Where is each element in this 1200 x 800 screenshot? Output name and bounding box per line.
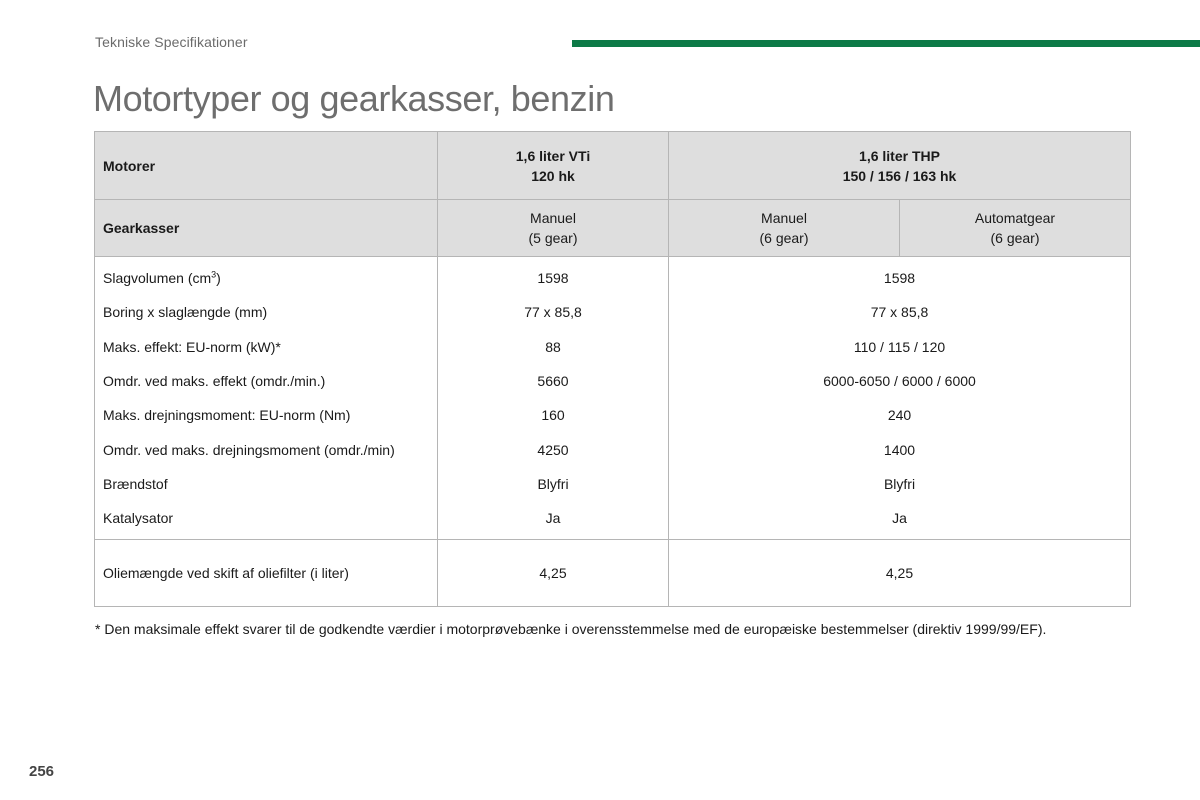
gearbox-manual6-type: Manuel <box>761 210 807 226</box>
row-label: Boring x slaglængde (mm) <box>95 295 438 329</box>
oil-capacity-label: Oliemængde ved skift af oliefilter (i liter) <box>95 540 438 607</box>
gearbox-auto6-gears: (6 gear) <box>990 230 1040 246</box>
row-label: Maks. effekt: EU-norm (kW)* <box>95 330 438 364</box>
engine-spec-table <box>94 131 1131 607</box>
section-accent-bar <box>572 40 1200 47</box>
row-value-vti: 1598 <box>438 257 669 296</box>
page-title: Motortyper og gearkasser, benzin <box>93 78 615 119</box>
row-value-vti: 88 <box>438 330 669 364</box>
row-value-thp: 1400 <box>669 432 1131 466</box>
row-label: Omdr. ved maks. drejningsmoment (omdr./min) <box>95 432 438 466</box>
gearbox-manual6 <box>669 200 900 257</box>
gearbox-header-row <box>95 200 1131 257</box>
gearbox-auto6-type: Automatgear <box>974 210 1056 226</box>
row-value-thp: Blyfri <box>669 467 1131 501</box>
engine-vti-name: 1,6 liter VTi <box>515 147 591 164</box>
engine-vti-power: 120 hk <box>531 167 575 184</box>
row-value-vti: Ja <box>438 501 669 540</box>
row-value-thp: 6000-6050 / 6000 / 6000 <box>669 364 1131 398</box>
row-label: Slagvolumen $(cm^3)$ <box>95 257 438 296</box>
table-row <box>95 398 1131 432</box>
table-row <box>95 501 1131 540</box>
row-value-thp: 240 <box>669 398 1131 432</box>
engine-thp-name: 1,6 liter THP <box>859 147 940 164</box>
table-row <box>95 364 1131 398</box>
oil-capacity-row <box>95 540 1131 607</box>
table-row <box>95 432 1131 466</box>
engines-label: Motorer <box>95 132 438 200</box>
table-row <box>95 467 1131 501</box>
page-number: 256 <box>29 763 55 780</box>
engine-vti-header <box>438 132 669 200</box>
row-value-vti: Blyfri <box>438 467 669 501</box>
engine-header-row <box>95 132 1131 200</box>
gearbox-label: Gearkasser <box>95 200 438 257</box>
row-value-thp: 77 x 85,8 <box>669 295 1131 329</box>
engine-thp-power: 150 / 156 / 163 hk <box>842 167 957 184</box>
row-label: Maks. drejningsmoment: EU-norm (Nm) <box>95 398 438 432</box>
oil-capacity-thp: 4,25 <box>669 540 1131 607</box>
row-value-vti: 160 <box>438 398 669 432</box>
gearbox-manual6-gears: (6 gear) <box>759 230 809 246</box>
gearbox-auto6 <box>900 200 1131 257</box>
engine-thp-header <box>669 132 1131 200</box>
table-row <box>95 257 1131 296</box>
row-label: Omdr. ved maks. effekt (omdr./min.) <box>95 364 438 398</box>
row-value-vti: 77 x 85,8 <box>438 295 669 329</box>
gearbox-manual5 <box>438 200 669 257</box>
gearbox-manual5-gears: (5 gear) <box>528 230 578 246</box>
table-row <box>95 330 1131 364</box>
table-row <box>95 295 1131 329</box>
oil-capacity-vti: 4,25 <box>438 540 669 607</box>
row-value-thp: Ja <box>669 501 1131 540</box>
row-label: Brændstof <box>95 467 438 501</box>
gearbox-manual5-type: Manuel <box>530 210 576 226</box>
section-label: Tekniske Specifikationer <box>95 34 248 50</box>
row-value-vti: 5660 <box>438 364 669 398</box>
row-label: Katalysator <box>95 501 438 540</box>
row-value-vti: 4250 <box>438 432 669 466</box>
row-value-thp: 1598 <box>669 257 1131 296</box>
footnote: * Den maksimale effekt svarer til de godkendte værdier i motorprøvebænke i overensstemmelse med de europæiske bestemmelser (direktiv 1999/99/EF). <box>95 621 1047 637</box>
row-value-thp: 110 / 115 / 120 <box>669 330 1131 364</box>
